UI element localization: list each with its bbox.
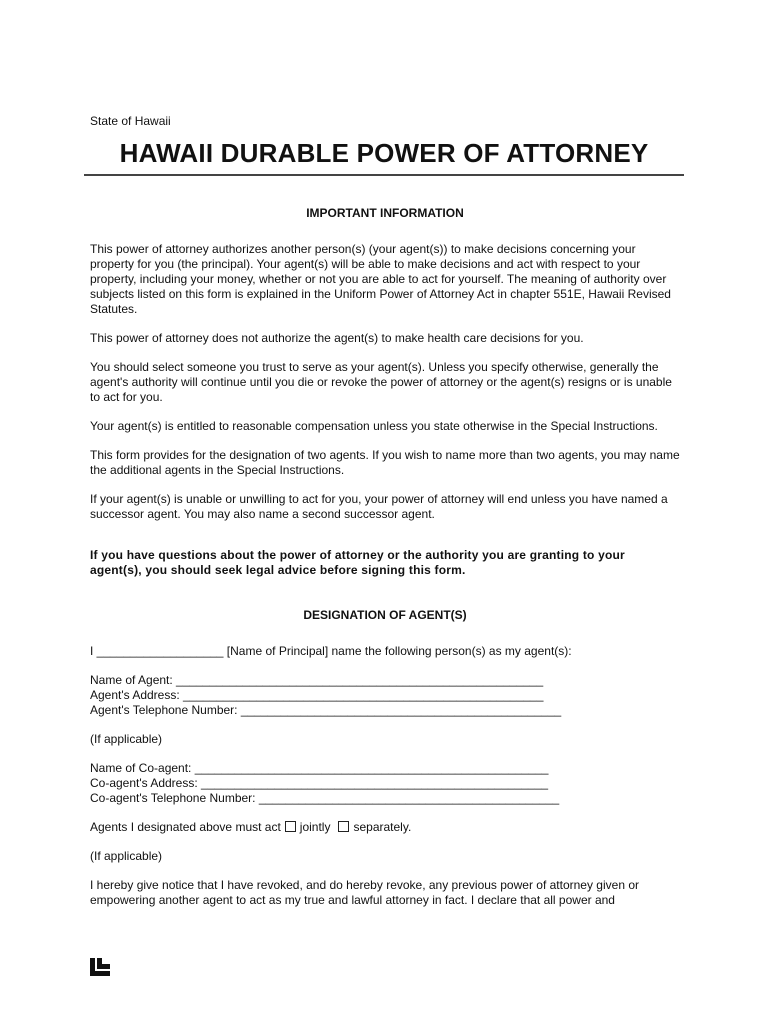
coagent-name-field[interactable]: Name of Co-agent: _____________________________________________________ (90, 761, 549, 775)
legal-advice-notice: If you have questions about the power of attorney or the authority you are granting to your agent(s), you should seek legal advice before signing this form. (90, 548, 625, 577)
document-title: HAWAII DURABLE POWER OF ATTORNEY (119, 138, 649, 168)
coagent-fields (90, 761, 680, 806)
jointly-checkbox[interactable] (285, 821, 296, 832)
title-divider (84, 174, 684, 176)
paragraph-compensation: Your agent(s) is entitled to reasonable compensation unless you state otherwise in the Special Instructions. (90, 419, 658, 433)
document-body (90, 206, 680, 922)
important-information-heading: IMPORTANT INFORMATION (306, 206, 464, 220)
designation-heading: DESIGNATION OF AGENT(S) (303, 608, 467, 622)
if-applicable-label-2: (If applicable) (90, 849, 163, 863)
coagent-phone-field[interactable]: Co-agent's Telephone Number: _____________________________________________ (90, 791, 560, 805)
agent-name-field[interactable]: Name of Agent: _______________________________________________________ (90, 673, 544, 687)
legal-templates-logo-icon (90, 958, 110, 976)
separately-checkbox[interactable] (338, 821, 349, 832)
agent-fields (90, 673, 680, 718)
paragraph-authorization: This power of attorney authorizes another person(s) (your agent(s)) to make decisions concerning your property for you (the principal). Your agent(s) will be able to make decisions and act with respect to your property, including your money, whether or not you are able to act for yourself. The meaning of authority over subjects listed on this form is explained in the Uniform Power of Attorney Act in chapter 551E, Hawaii Revised Statutes. (90, 242, 671, 316)
act-jointly-separately-line (90, 820, 680, 835)
act-prefix-text: Agents I designated above must act (90, 820, 281, 834)
principal-name-line: I ___________________ [Name of Principal] name the following person(s) as my agent(s): (90, 644, 572, 658)
agent-address-field[interactable]: Agent's Address: ______________________________________________________ (90, 688, 544, 702)
paragraph-successor-agent: If your agent(s) is unable or unwilling to act for you, your power of attorney will end unless you have named a successor agent. You may also name a second successor agent. (90, 492, 668, 521)
if-applicable-label: (If applicable) (90, 732, 163, 746)
coagent-address-field[interactable]: Co-agent's Address: ____________________________________________________ (90, 776, 549, 790)
revocation-paragraph: I hereby give notice that I have revoked, and do hereby revoke, any previous power of attorney given or empowering another agent to act as my true and lawful attorney in fact. I declare that all power and (90, 878, 639, 907)
agent-phone-field[interactable]: Agent's Telephone Number: ________________________________________________ (90, 703, 562, 717)
paragraph-health-care: This power of attorney does not authorize the agent(s) to make health care decisions for you. (90, 331, 584, 345)
paragraph-two-agents: This form provides for the designation of two agents. If you wish to name more than two agents, you may name the additional agents in the Special Instructions. (90, 448, 680, 477)
state-label: State of Hawaii (90, 114, 171, 128)
jointly-label: jointly (299, 820, 331, 834)
separately-label: separately. (353, 820, 412, 834)
paragraph-select-agent: You should select someone you trust to serve as your agent(s). Unless you specify otherwise, generally the agent's authority will continue until you die or revoke the power of attorney or the agent(s) resigns or is unable to act for you. (90, 360, 672, 404)
